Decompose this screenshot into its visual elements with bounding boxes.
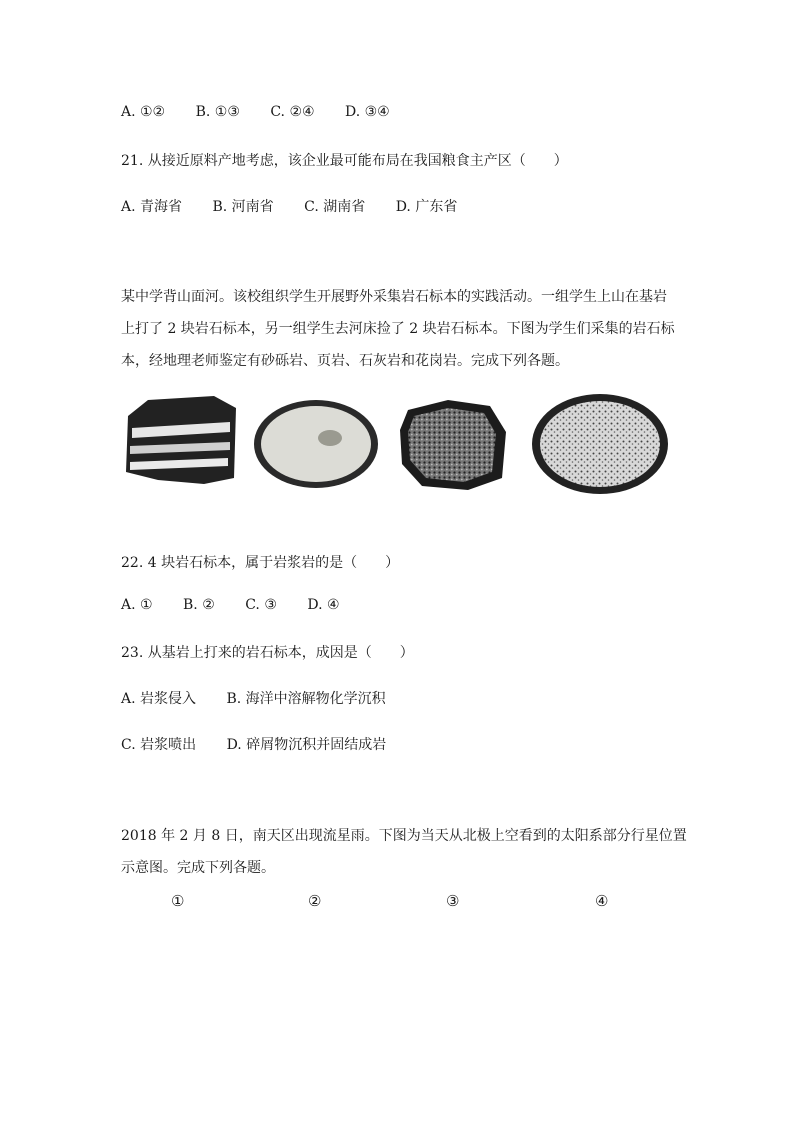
- option-c: C. ②④: [270, 104, 315, 120]
- option-a: A. ①②: [121, 104, 166, 120]
- option-a: A. 岩浆侵入: [121, 691, 197, 707]
- option-d: D. 碎屑物沉积并固结成岩: [226, 737, 387, 753]
- question-23-stem: 23. 从基岩上打来的岩石标本，成因是（ ）: [121, 645, 414, 661]
- option-c: C. ③: [245, 597, 277, 613]
- question-21-stem: 21. 从接近原料产地考虑，该企业最可能布局在我国粮食主产区（ ）: [121, 153, 568, 169]
- option-a: A. ①: [121, 597, 153, 613]
- q21-options: [121, 196, 457, 216]
- rock-specimen-1: [126, 396, 236, 484]
- passage-1-line-1: 某中学背山面河。该校组织学生开展野外采集岩石标本的实践活动。一组学生上山在基岩: [121, 289, 667, 305]
- option-b: B. ①③: [195, 104, 240, 120]
- option-d: D. 广东省: [395, 199, 458, 215]
- option-d: D. ③④: [345, 104, 390, 120]
- passage-1-line-3: 本，经地理老师鉴定有砂砾岩、页岩、石灰岩和花岗岩。完成下列各题。: [121, 353, 569, 369]
- option-b: B. 河南省: [212, 199, 274, 215]
- figure-label-3: ③: [446, 892, 460, 910]
- passage-2-line-1: 2018 年 2 月 8 日，南天区出现流星雨。下图为当天从北极上空看到的太阳系部分行星位置: [121, 828, 687, 844]
- option-c: C. 岩浆喷出: [121, 737, 197, 753]
- question-22-stem: 22. 4 块岩石标本，属于岩浆岩的是（ ）: [121, 555, 400, 571]
- figure-label-4: ④: [595, 892, 609, 910]
- option-b: B. ②: [183, 597, 215, 613]
- q23-options-row-2: [121, 734, 386, 754]
- q20-options: [121, 104, 390, 120]
- q23-options-row-1: [121, 688, 386, 708]
- figure-label-1: ①: [171, 892, 185, 910]
- option-c: C. 湖南省: [304, 199, 366, 215]
- passage-2-line-2: 示意图。完成下列各题。: [121, 860, 275, 876]
- rock-specimen-3: [400, 400, 506, 490]
- figure-label-2: ②: [308, 892, 322, 910]
- rock-specimen-2: [254, 400, 378, 488]
- rock-specimens-image: [118, 386, 678, 532]
- passage-1-line-2: 上打了 2 块岩石标本，另一组学生去河床捡了 2 块岩石标本。下图为学生们采集的岩石标: [121, 321, 675, 337]
- q22-options: [121, 597, 340, 613]
- option-a: A. 青海省: [121, 199, 183, 215]
- rock-specimen-4: [532, 394, 668, 494]
- option-d: D. ④: [307, 597, 340, 613]
- option-b: B. 海洋中溶解物化学沉积: [226, 691, 386, 707]
